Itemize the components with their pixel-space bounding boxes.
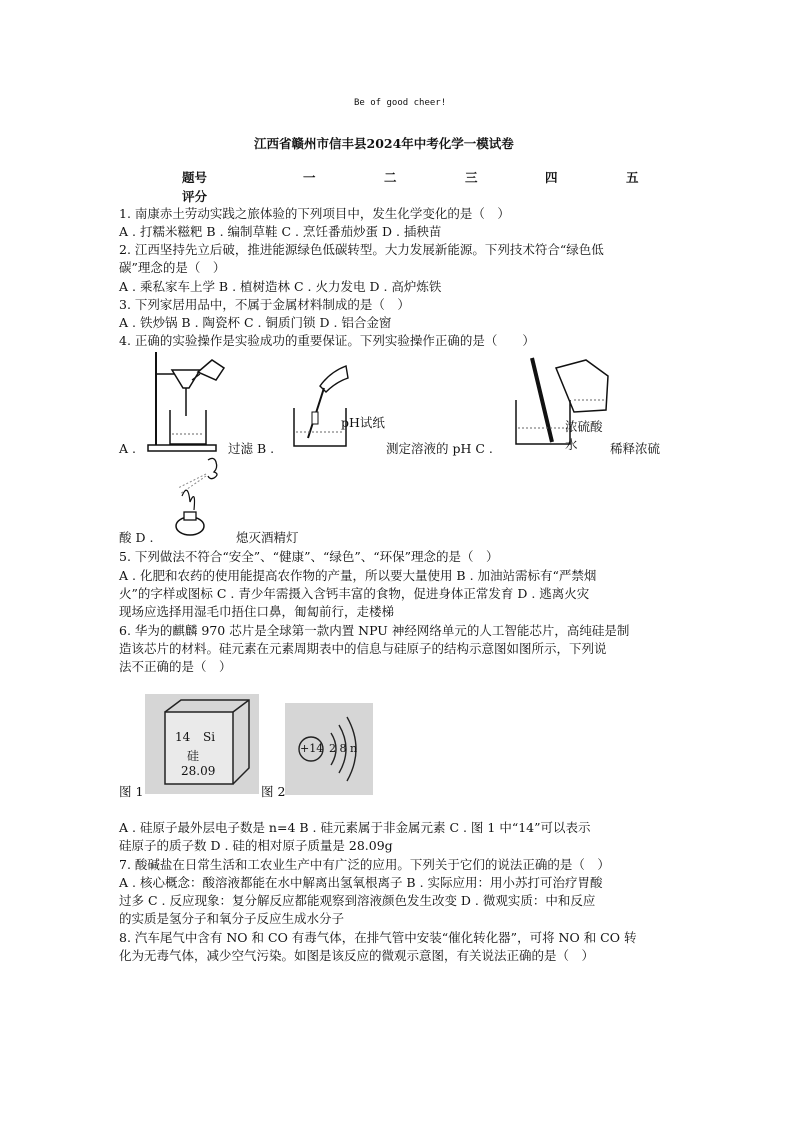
q8-stem-line2: 化为无毒气体，减少空气污染。如图是该反应的微观示意图，有关说法正确的是（ ）: [119, 948, 595, 963]
q7-options-line2: 过多 C . 反应现象：复分解反应都能观察到溶液颜色发生改变 D . 微观实质：中和反应: [119, 893, 596, 908]
q4-a-prefix: A .: [119, 441, 136, 456]
q4-c-tail: 酸 D .: [119, 530, 154, 545]
q6-options-line1: A . 硅原子最外层电子数是 n=4 B . 硅元素属于非金属元素 C . 图 1 中“14”可以表示: [119, 820, 591, 835]
score-col-1: 一: [303, 170, 316, 185]
q4-d-caption: 熄灭酒精灯: [236, 530, 299, 545]
atom-shells: 2 8 n: [329, 742, 358, 755]
q6-stem-line1: 6. 华为的麒麟 970 芯片是全球第一款内置 NPU 神经网络单元的人工智能芯片，高纯硅是制: [119, 623, 630, 638]
q5-options-line2: 火”的字样或图标 C . 青少年需摄入含钙丰富的食物，促进身体正常发育 D . 逃离火灾: [119, 586, 590, 601]
q1-stem: 1. 南康赤土劳动实践之旅体验的下列项目中，发生化学变化的是（ ）: [119, 206, 510, 221]
atom-structure-figure: [285, 703, 373, 795]
filtration-diagram: [146, 350, 228, 454]
score-row-label: 评分: [182, 189, 208, 204]
q5-stem: 5. 下列做法不符合“安全”、“健康”、“绿色”、“环保”理念的是（ ）: [119, 549, 499, 564]
element-name: 硅: [187, 749, 200, 763]
figure-2-label: 图 2: [261, 784, 286, 799]
acid-label: 浓硫酸: [565, 419, 603, 434]
q6-options-line2: 硅原子的质子数 D . 硅的相对原子质量是 28.09g: [119, 838, 393, 853]
ph-paper-label: pH试纸: [341, 415, 385, 430]
q4-a-caption: 过滤 B .: [228, 441, 275, 456]
q5-options-line3: 现场应选择用湿毛巾捂住口鼻，匍匐前行，走楼梯: [119, 604, 395, 619]
element-number: 14: [175, 730, 191, 744]
score-col-3: 三: [465, 170, 478, 185]
q6-stem-line3: 法不正确的是（ ）: [119, 659, 232, 674]
score-table-label: 题号: [182, 170, 208, 185]
q2-stem-line2: 碳”理念的是（ ）: [119, 260, 226, 275]
q4-stem: 4. 正确的实验操作是实验成功的重要保证。下列实验操作正确的是（ ）: [119, 333, 535, 348]
q8-stem-line1: 8. 汽车尾气中含有 NO 和 CO 有毒气体，在排气管中安装“催化转化器”，可将 NO 和 CO 转: [119, 930, 637, 945]
q4-c-caption: 稀释浓硫: [610, 441, 661, 456]
q3-stem: 3. 下列家居用品中，不属于金属材料制成的是（ ）: [119, 297, 410, 312]
q7-options-line1: A . 核心概念：酸溶液都能在水中解离出氢氧根离子 B . 实际应用：用小苏打可治疗胃酸: [119, 875, 603, 890]
score-col-4: 四: [545, 170, 558, 185]
score-col-2: 二: [384, 170, 397, 185]
q7-options-line3: 的实质是氢分子和氧分子反应生成水分子: [119, 911, 345, 926]
q5-options-line1: A . 化肥和农药的使用能提高农作物的产量，所以要大量使用 B . 加油站需标有“严禁烟: [119, 568, 597, 583]
page-tagline: Be of good cheer!: [354, 98, 447, 108]
water-label: 水: [565, 437, 578, 452]
score-col-5: 五: [626, 170, 639, 185]
q3-options: A . 铁炒锅 B . 陶瓷杯 C . 铜质门锁 D . 铝合金窗: [119, 315, 392, 330]
element-symbol: Si: [203, 730, 216, 744]
q2-options: A . 乘私家车上学 B . 植树造林 C . 火力发电 D . 高炉炼铁: [119, 279, 442, 294]
ph-test-diagram: [290, 362, 350, 448]
q6-stem-line2: 造该芯片的材料。硅元素在元素周期表中的信息与硅原子的结构示意图如图所示，下列说: [119, 641, 607, 656]
q7-stem: 7. 酸碱盐在日常生活和工农业生产中有广泛的应用。下列关于它们的说法正确的是（ ）: [119, 857, 610, 872]
figure-1-label: 图 1: [119, 784, 144, 799]
q1-options: A . 打糯米糍粑 B . 编制草鞋 C . 烹饪番茄炒蛋 D . 插秧苗: [119, 224, 442, 239]
exam-title: 江西省赣州市信丰县2024年中考化学一模试卷: [254, 136, 514, 151]
element-mass: 28.09: [181, 764, 216, 778]
q2-stem-line1: 2. 江西坚持先立后破，推进能源绿色低碳转型。大力发展新能源。下列技术符合“绿色低: [119, 242, 604, 257]
element-cell-figure: [145, 694, 259, 794]
alcohol-lamp-diagram: [170, 452, 232, 542]
q4-b-caption: 测定溶液的 pH C .: [386, 441, 493, 456]
atom-nucleus: +14: [300, 742, 324, 755]
